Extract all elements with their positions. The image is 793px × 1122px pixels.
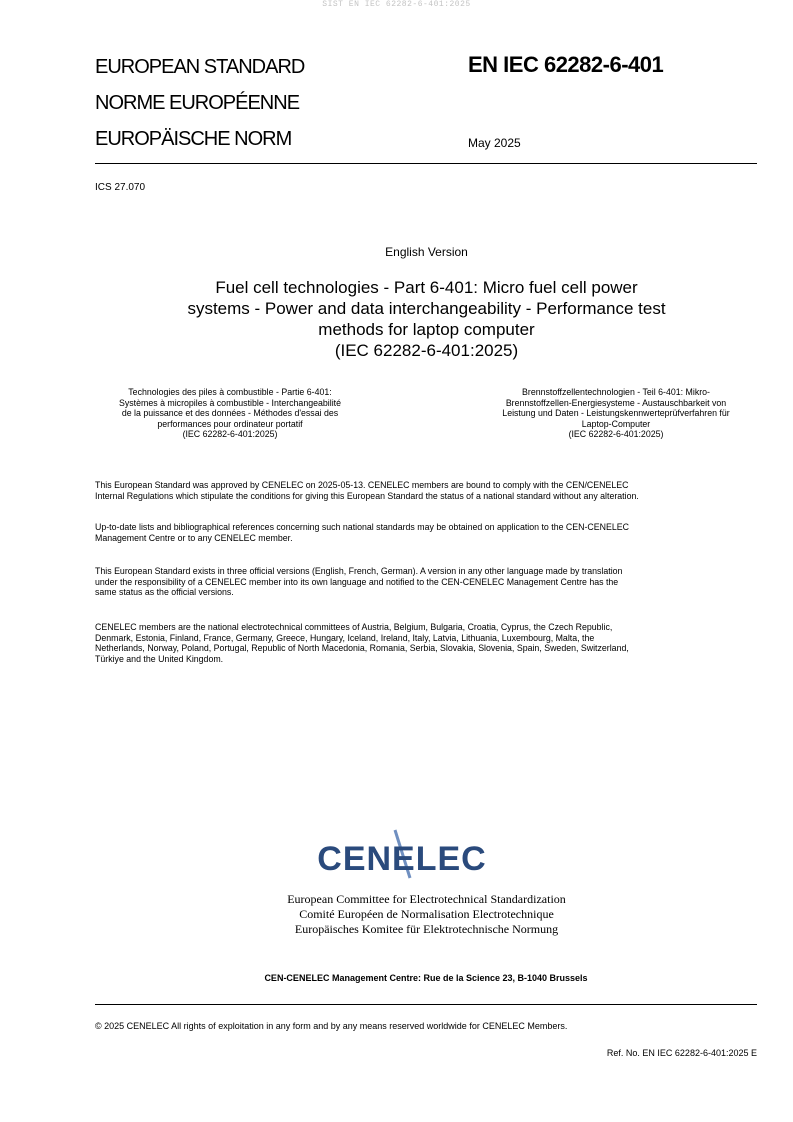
reference-number: Ref. No. EN IEC 62282-6-401:2025 E [606,1048,757,1058]
paragraph-line: Netherlands, Norway, Poland, Portugal, Republic of North Macedonia, Romania, Serbia, Slovakia, Slovenia, Spain, Sweden, Switzerland, [95,643,629,653]
paragraph-line: Management Centre or to any CENELEC member. [95,532,293,543]
title-line: Technologies des piles à combustible - Partie 6-401: [128,387,332,397]
paragraph-line: This European Standard was approved by CENELEC on 2025-05-13. CENELEC members are bound to comply with the CEN/CENELEC [95,480,629,490]
paragraph-line: This European Standard exists in three official versions (English, French, German). A version in any other language made by translation [95,566,623,576]
title-line: de la puissance et des données - Méthodes d'essai des [121,408,339,418]
french-title [80,387,380,440]
title-line: (IEC 62282-6-401:2025) [568,429,664,439]
ics-code: ICS 27.070 [95,182,146,193]
logo-wordmark: CENELEC [317,840,487,878]
title-line: Brennstoffzellen-Energiesysteme - Austauschbarkeit von [505,397,727,408]
title-line: (IEC 62282-6-401:2025) [334,341,519,360]
title-line: Fuel cell technologies - Part 6-401: Micro fuel cell power [215,278,638,297]
copyright-notice: © 2025 CENELEC All rights of exploitation in any form and by any means reserved worldwide for CENELEC Members. [95,1021,568,1031]
org-name-de: Europäisches Komitee für Elektrotechnische Normung [294,922,559,936]
standard-name-de: EUROPÄISCHE NORM [95,128,292,150]
document-title [150,277,703,361]
paragraph-line: Türkiye and the United Kingdom. [95,653,224,664]
cenelec-logo [300,820,500,880]
title-line: Brennstoffzellentechnologien - Teil 6-401: Mikro- [522,387,710,397]
title-line: methods for laptop computer [318,320,535,339]
org-name-fr: Comité Européen de Normalisation Electrotechnique [299,907,554,921]
versions-paragraph [95,566,757,598]
paragraph-line: under the responsibility of a CENELEC member into its own language and notified to the CEN-CENELEC Management Centre has the [95,576,619,587]
paragraph-line: Denmark, Estonia, Finland, France, Germany, Greece, Hungary, Iceland, Ireland, Italy, Latvia, Lithuania, Luxembourg, Malta, the [95,632,595,643]
publication-date: May 2025 [468,136,521,150]
language-version: English Version [385,245,468,259]
standard-name-fr: NORME EUROPÉENNE [95,92,300,114]
title-line: Laptop-Computer [581,418,651,429]
paragraph-line: CENELEC members are the national electrotechnical committees of Austria, Belgium, Bulgaria, Croatia, Cyprus, the Czech Republic, [95,622,613,632]
approval-paragraph [95,480,757,501]
title-line: Systèmes à micropiles à combustible - Interchangeabilité [119,397,341,408]
members-paragraph [95,622,757,664]
title-line: systems - Power and data interchangeability - Performance test [187,299,666,318]
footer-rule [95,1004,757,1005]
management-centre-address: CEN-CENELEC Management Centre: Rue de la Science 23, B-1040 Brussels [264,973,588,983]
title-line: Leistung und Daten - Leistungskennwerteprüfverfahren für [502,408,730,418]
title-line: (IEC 62282-6-401:2025) [182,429,278,439]
paragraph-line: Internal Regulations which stipulate the conditions for giving this European Standard the status of a national standard without any alteration. [95,490,639,501]
german-title [466,387,766,440]
title-line: performances pour ordinateur portatif [157,418,303,429]
references-paragraph [95,522,757,543]
org-name-en: European Committee for Electrotechnical Standardization [287,892,566,906]
header-rule [95,163,757,164]
standard-number: EN IEC 62282-6-401 [468,52,664,77]
paragraph-line: same status as the official versions. [95,587,234,597]
watermark: SIST EN IEC 62282-6-401:2025 [322,0,471,9]
standard-name-en: EUROPEAN STANDARD [95,56,305,78]
paragraph-line: Up-to-date lists and bibliographical references concerning such national standards may be obtained on application to the CEN-CENELEC [95,522,629,532]
